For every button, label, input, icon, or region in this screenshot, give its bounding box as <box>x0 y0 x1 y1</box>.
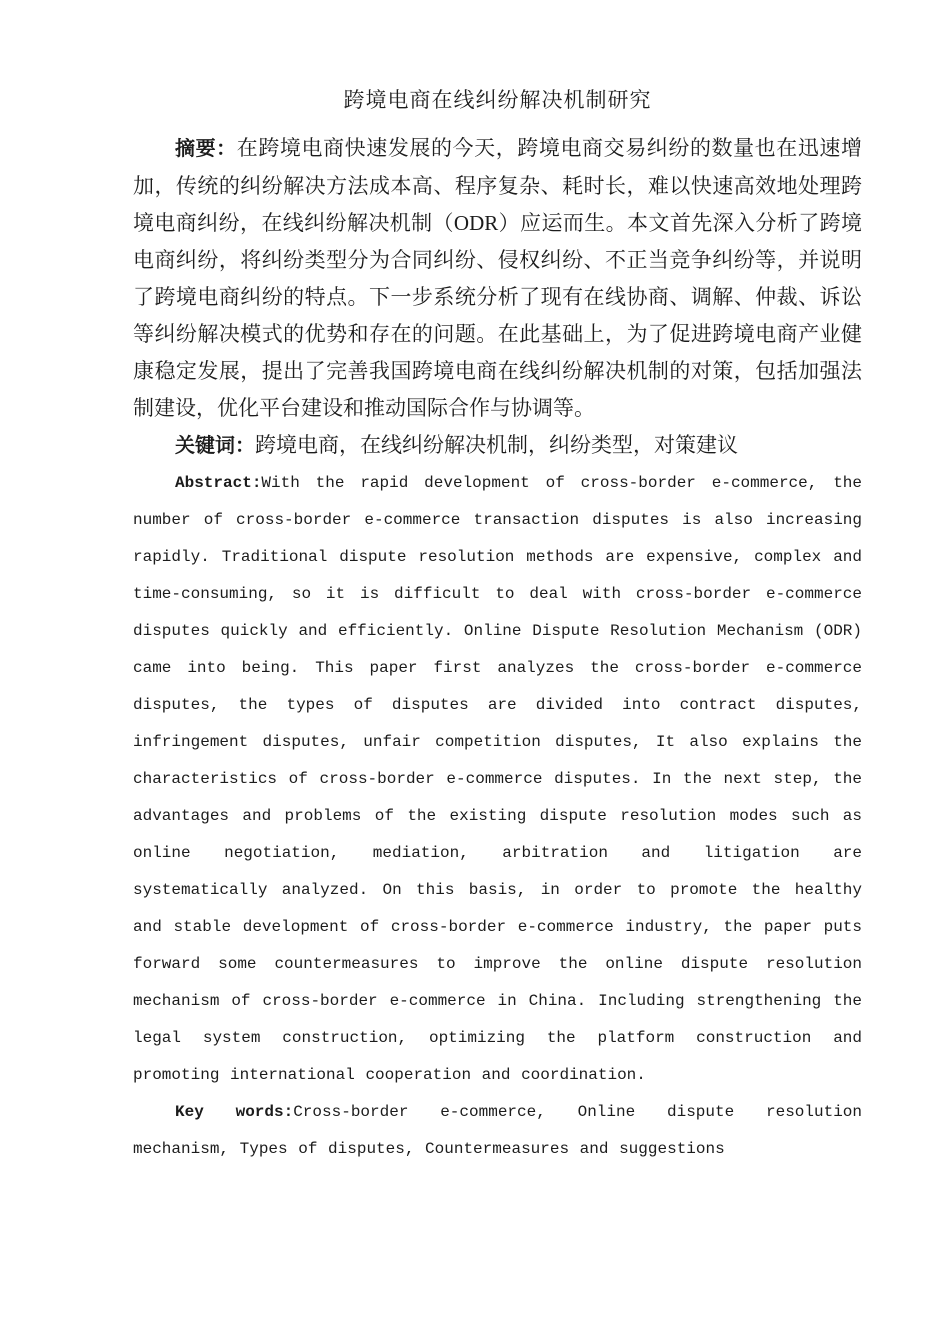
keywords-en-text: Cross-border e-commerce, Online dispute resolution mechanism, Types of disputes, Countermeasures and suggestions <box>133 1103 863 1158</box>
abstract-en-label: Abstract: <box>175 474 262 492</box>
abstract-cn-label: 摘要： <box>175 138 237 160</box>
page-title: 跨境电商在线纠纷解决机制研究 <box>343 88 652 112</box>
keywords-cn-paragraph <box>133 427 862 465</box>
keywords-en-label: Key words: <box>175 1103 294 1121</box>
abstract-en-paragraph <box>133 465 862 1094</box>
abstract-cn-paragraph <box>133 130 862 427</box>
abstract-cn-text: 在跨境电商快速发展的今天，跨境电商交易纠纷的数量也在迅速增加，传统的纠纷解决方法成本高、程序复杂、耗时长，难以快速高效地处理跨境电商纠纷，在线纠纷解决机制（ODR）应运而生。本文首先深入分析了跨境电商纠纷，将纠纷类型分为合同纠纷、侵权纠纷、不正当竞争纠纷等，并说明了跨境电商纠纷的特点。下一步系统分析了现有在线协商、调解、仲裁、诉讼等纠纷解决模式的优势和存在的问题。在此基础上，为了促进跨境电商产业健康稳定发展，提出了完善我国跨境电商在线纠纷解决机制的对策，包括加强法制建设，优化平台建设和推动国际合作与协调等。 <box>133 136 863 420</box>
abstract-en-text: With the rapid development of cross-border e-commerce, the number of cross-border e-commerce transaction disputes is also increasing rapidly. Traditional dispute resolution methods are expensive, complex and time-consuming, so it is difficult to deal with cross-border e-commerce disputes quickly and efficiently. Online Dispute Resolution Mechanism (ODR) came into being. This paper first analyzes the cross-border e-commerce disputes, the types of disputes are divided into contract disputes, infringement disputes, unfair competition disputes, It also explains the characteristics of cross-border e-commerce disputes. In the next step, the advantages and problems of the existing dispute resolution modes such as online negotiation, mediation, arbitration and litigation are systematically analyzed. On this basis, in order to promote the healthy and stable development of cross-border e-commerce industry, the paper puts forward some countermeasures to improve the online dispute resolution mechanism of cross-border e-commerce in China. Including strengthening the legal system construction, optimizing the platform construction and promoting international cooperation and coordination. <box>133 474 862 1084</box>
keywords-cn-text: 跨境电商，在线纠纷解决机制，纠纷类型，对策建议 <box>255 433 738 457</box>
keywords-en-paragraph <box>133 1094 862 1168</box>
keywords-cn-label: 关键词： <box>175 435 255 457</box>
